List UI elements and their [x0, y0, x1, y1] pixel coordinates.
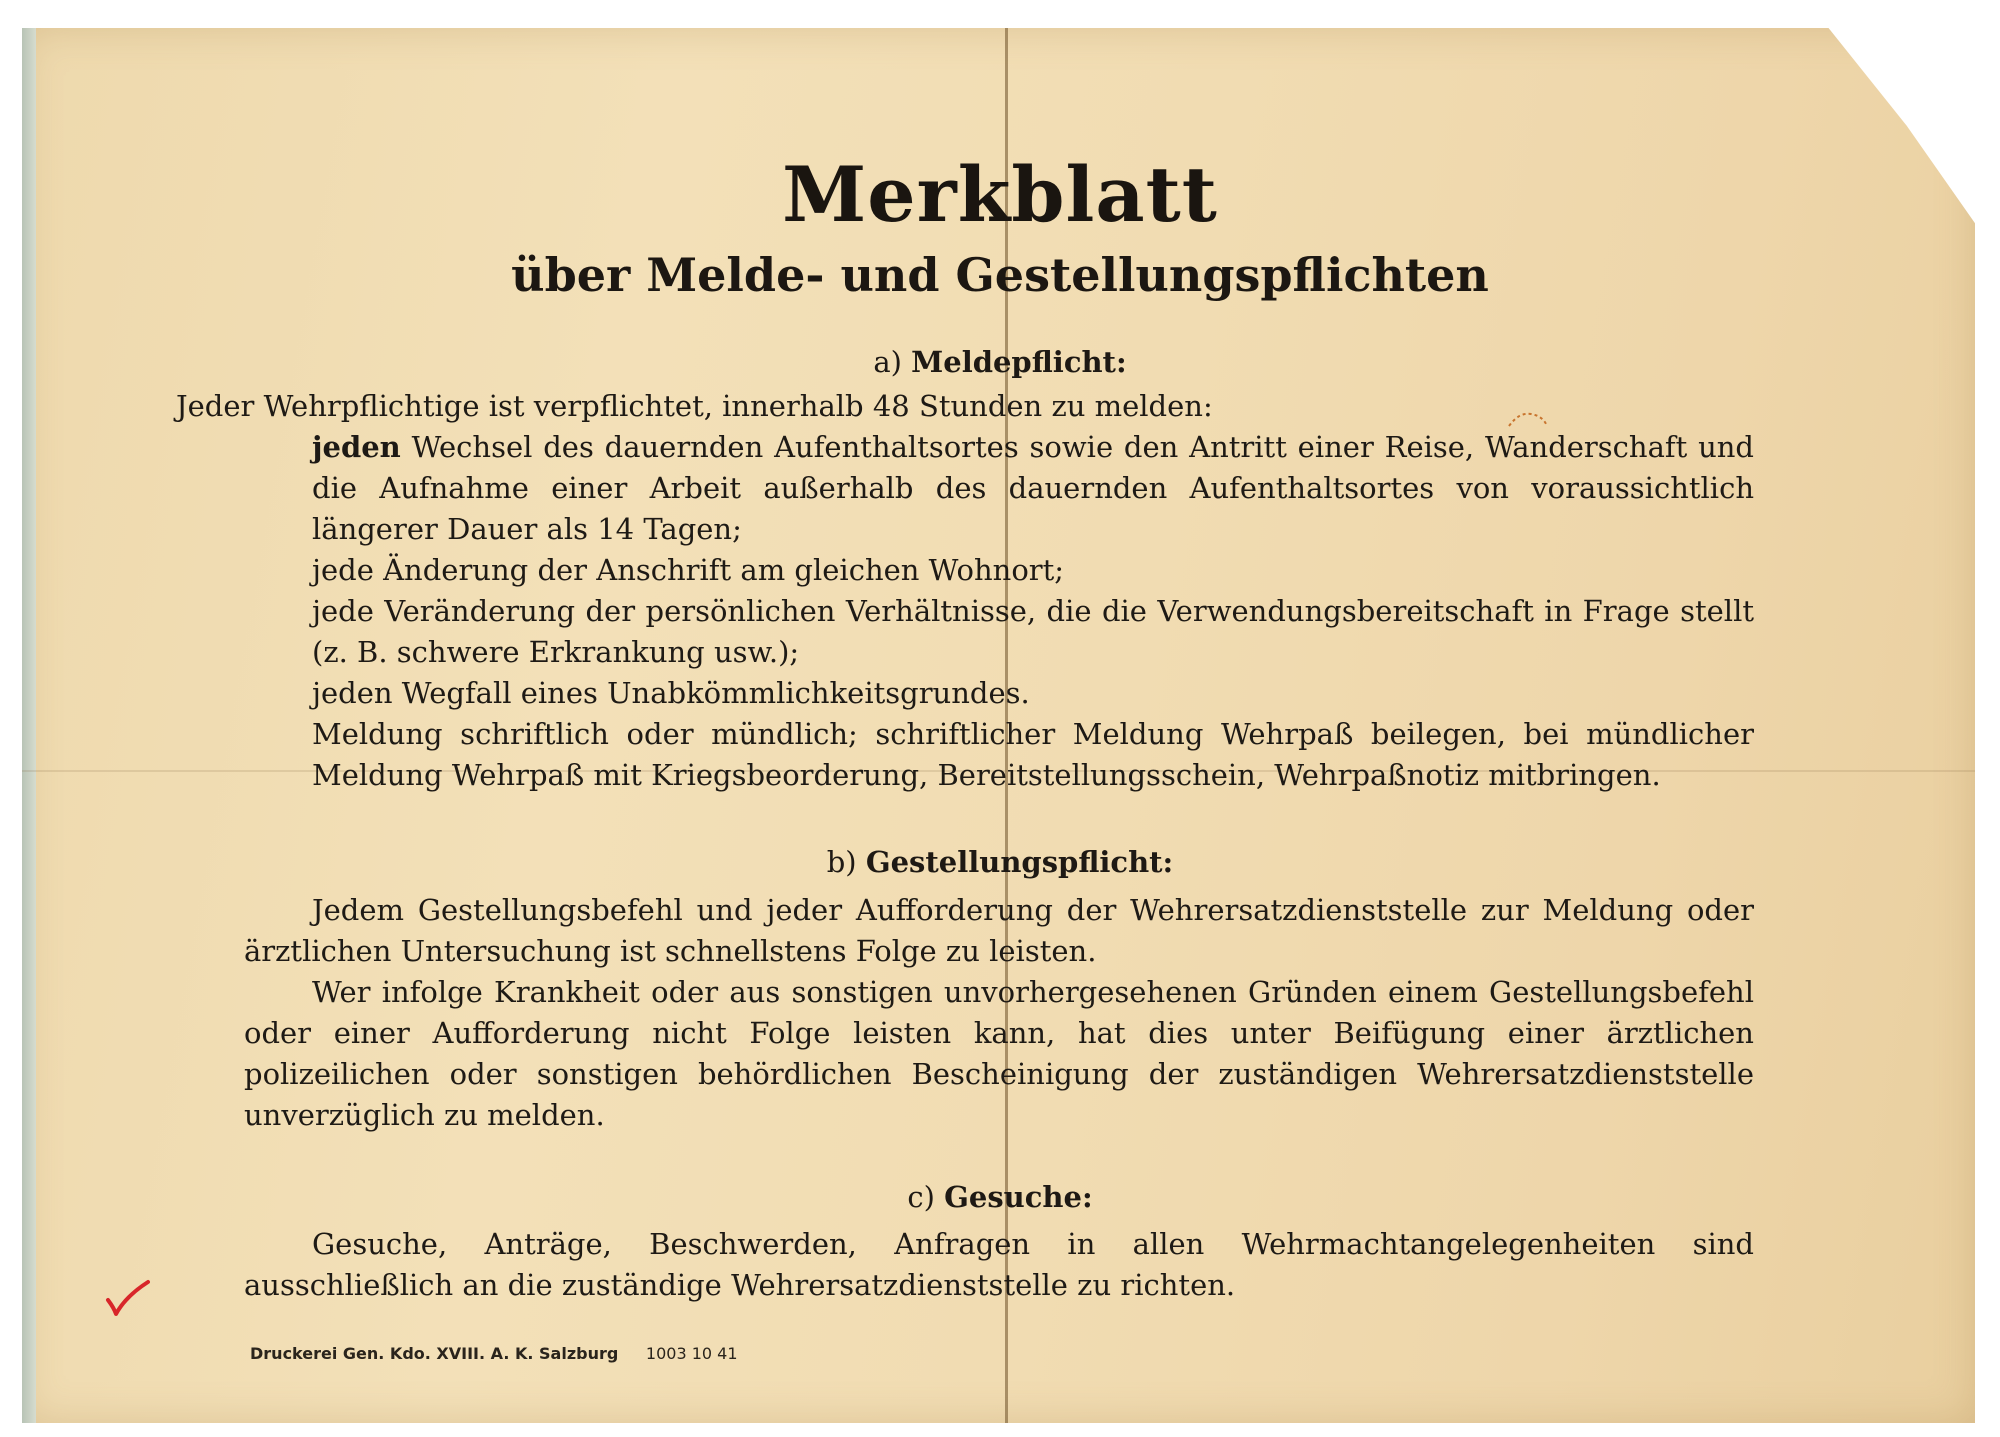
- section-a-body: [176, 386, 1754, 796]
- section-b-title: Gestellungspflicht:: [865, 845, 1174, 879]
- section-a-title: Meldepflicht:: [911, 345, 1127, 379]
- print-code: 1003 10 41: [645, 1344, 738, 1363]
- red-check-mark-icon: [104, 1278, 150, 1318]
- section-b-heading: [0, 845, 2000, 879]
- section-b-paragraph: Wer infolge Krankheit oder aus sonstigen unvorhergesehenen Gründen einem Gestellungsbefehl oder einer Aufforderung nicht Folge leisten kann, hat dies unter Beifügung einer ärztlichen polizeilichen oder sonstigen behördlichen Bescheinigung der zuständigen Wehrersatzdienststelle unverzüglich zu melden.: [244, 975, 1754, 1132]
- section-a-item: jede Änderung der Anschrift am gleichen Wohnort;: [312, 553, 1065, 587]
- section-b-body: [244, 890, 1754, 1136]
- section-c-label: c): [907, 1180, 935, 1214]
- printer-imprint: [250, 1344, 738, 1363]
- section-a-label: a): [873, 345, 902, 379]
- section-b-label: b): [826, 845, 857, 879]
- section-b-paragraph: Jedem Gestellungsbefehl und jeder Aufforderung der Wehrersatzdienststelle zur Meldung oder ärztlichen Untersuchung ist schnellstens Folge zu leisten.: [244, 893, 1754, 968]
- section-c-paragraph: Gesuche, Anträge, Beschwerden, Anfragen in allen Wehrmachtangelegenheiten sind ausschließlich an die zuständige Wehrersatzdienststelle zu richten.: [244, 1227, 1754, 1302]
- paper-stain-icon: [1505, 410, 1551, 430]
- document-subtitle: über Melde- und Gestellungspflichten: [511, 248, 1489, 302]
- section-a-closing-text: Meldung schriftlich oder mündlich; schriftlicher Meldung Wehrpaß beilegen, bei mündlicher Meldung Wehrpaß mit Kriegsbeorderung, Bereitstellungsschein, Wehrpaßnotiz mitbringen.: [312, 717, 1754, 792]
- section-a-item: jeden Wegfall eines Unabkömmlichkeitsgrundes.: [312, 676, 1030, 710]
- section-a-item-text: Wechsel des dauernden Aufenthaltsortes sowie den Antritt einer Reise, Wanderschaft und die Aufnahme einer Arbeit außerhalb des dauernden Aufenthaltsortes von voraussichtlich längerer Dauer als 14 Tagen;: [312, 430, 1754, 546]
- section-c-heading: [0, 1180, 2000, 1214]
- document-title: Merkblatt: [782, 150, 1218, 239]
- section-c-body: [244, 1224, 1754, 1306]
- section-a-item: jede Veränderung der persönlichen Verhältnisse, die die Verwendungsbereitschaft in Frage stellt (z. B. schwere Erkrankung usw.);: [312, 594, 1754, 669]
- section-a-closing: [176, 714, 1754, 796]
- section-c-title: Gesuche:: [944, 1180, 1093, 1214]
- printer-name: Druckerei Gen. Kdo. XVIII. A. K. Salzburg: [250, 1344, 619, 1363]
- section-a-item: [244, 427, 1754, 550]
- section-a-item-lead: jeden: [312, 430, 401, 464]
- section-a-intro: Jeder Wehrpflichtige ist verpflichtet, innerhalb 48 Stunden zu melden:: [176, 389, 1213, 423]
- section-a-heading: [0, 345, 2000, 379]
